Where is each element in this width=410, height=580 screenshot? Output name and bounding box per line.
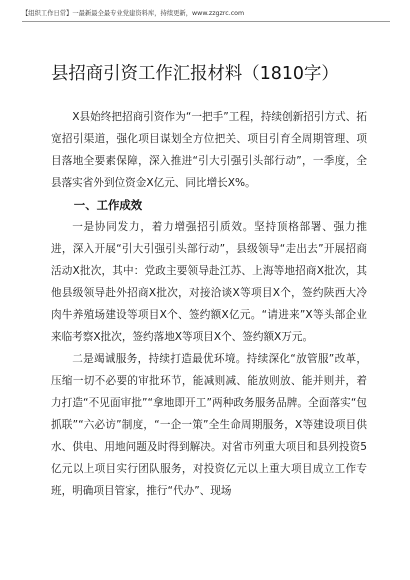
header-divider bbox=[22, 21, 390, 22]
intro-paragraph: X县始终把招商引资作为“一把手”工程，持续创新招引方式、拓宽招引渠道，强化项目谋划全方位把关、项目引育全周期管理、项目落地全要素保障，深入推进“引大引强引头部行动”，一季度，全县落实省外到位资金X亿元、同比增长X%。 bbox=[51, 111, 367, 189]
header-banner: 【组织工作日常】一最新最全最专业党建资料库，持续更新，www.zzgzrc.com bbox=[22, 10, 245, 17]
document-title: 县招商引资工作汇报材料（1810字） bbox=[51, 64, 339, 84]
body-paragraph-1: 一是协同发力，着力增强招引质效。坚持顶格部署、强力推进，深入开展“引大引强引头部行动”，县级领导“走出去”开展招商活动X批次，其中：党政主要领导赴江苏、上海等地招商X批次，其他县级领导赴外招商X批次，对接洽谈X等项目X个，签约陕西大冷肉牛养殖场建设等项目X个、签约额X亿元。“请进来”X等头部企业来临考察X批次，签约落地X等项目X个、签约额X万元。 bbox=[51, 221, 367, 343]
document-body bbox=[51, 106, 367, 502]
section-heading: 一、工作成效 bbox=[73, 198, 143, 212]
body-paragraph-2: 二是竭诚服务，持续打造最优环境。持续深化“放管服”改革，压缩一切不必要的审批环节，能减则减、能放则放、能并则并，着力打造“不见面审批”“拿地即开工”两种政务服务品牌。全面落实“包抓联”“六必访”制度，“一企一策”全生命周期服务，X等建设项目供水、供电、用地问题及时得到解决。对省市列重大项目和县列投资5亿元以上项目实行团队服务，对投资亿元以上重大项目成立工作专班，明确项目管家，推行“代办”、现场 bbox=[51, 353, 367, 497]
